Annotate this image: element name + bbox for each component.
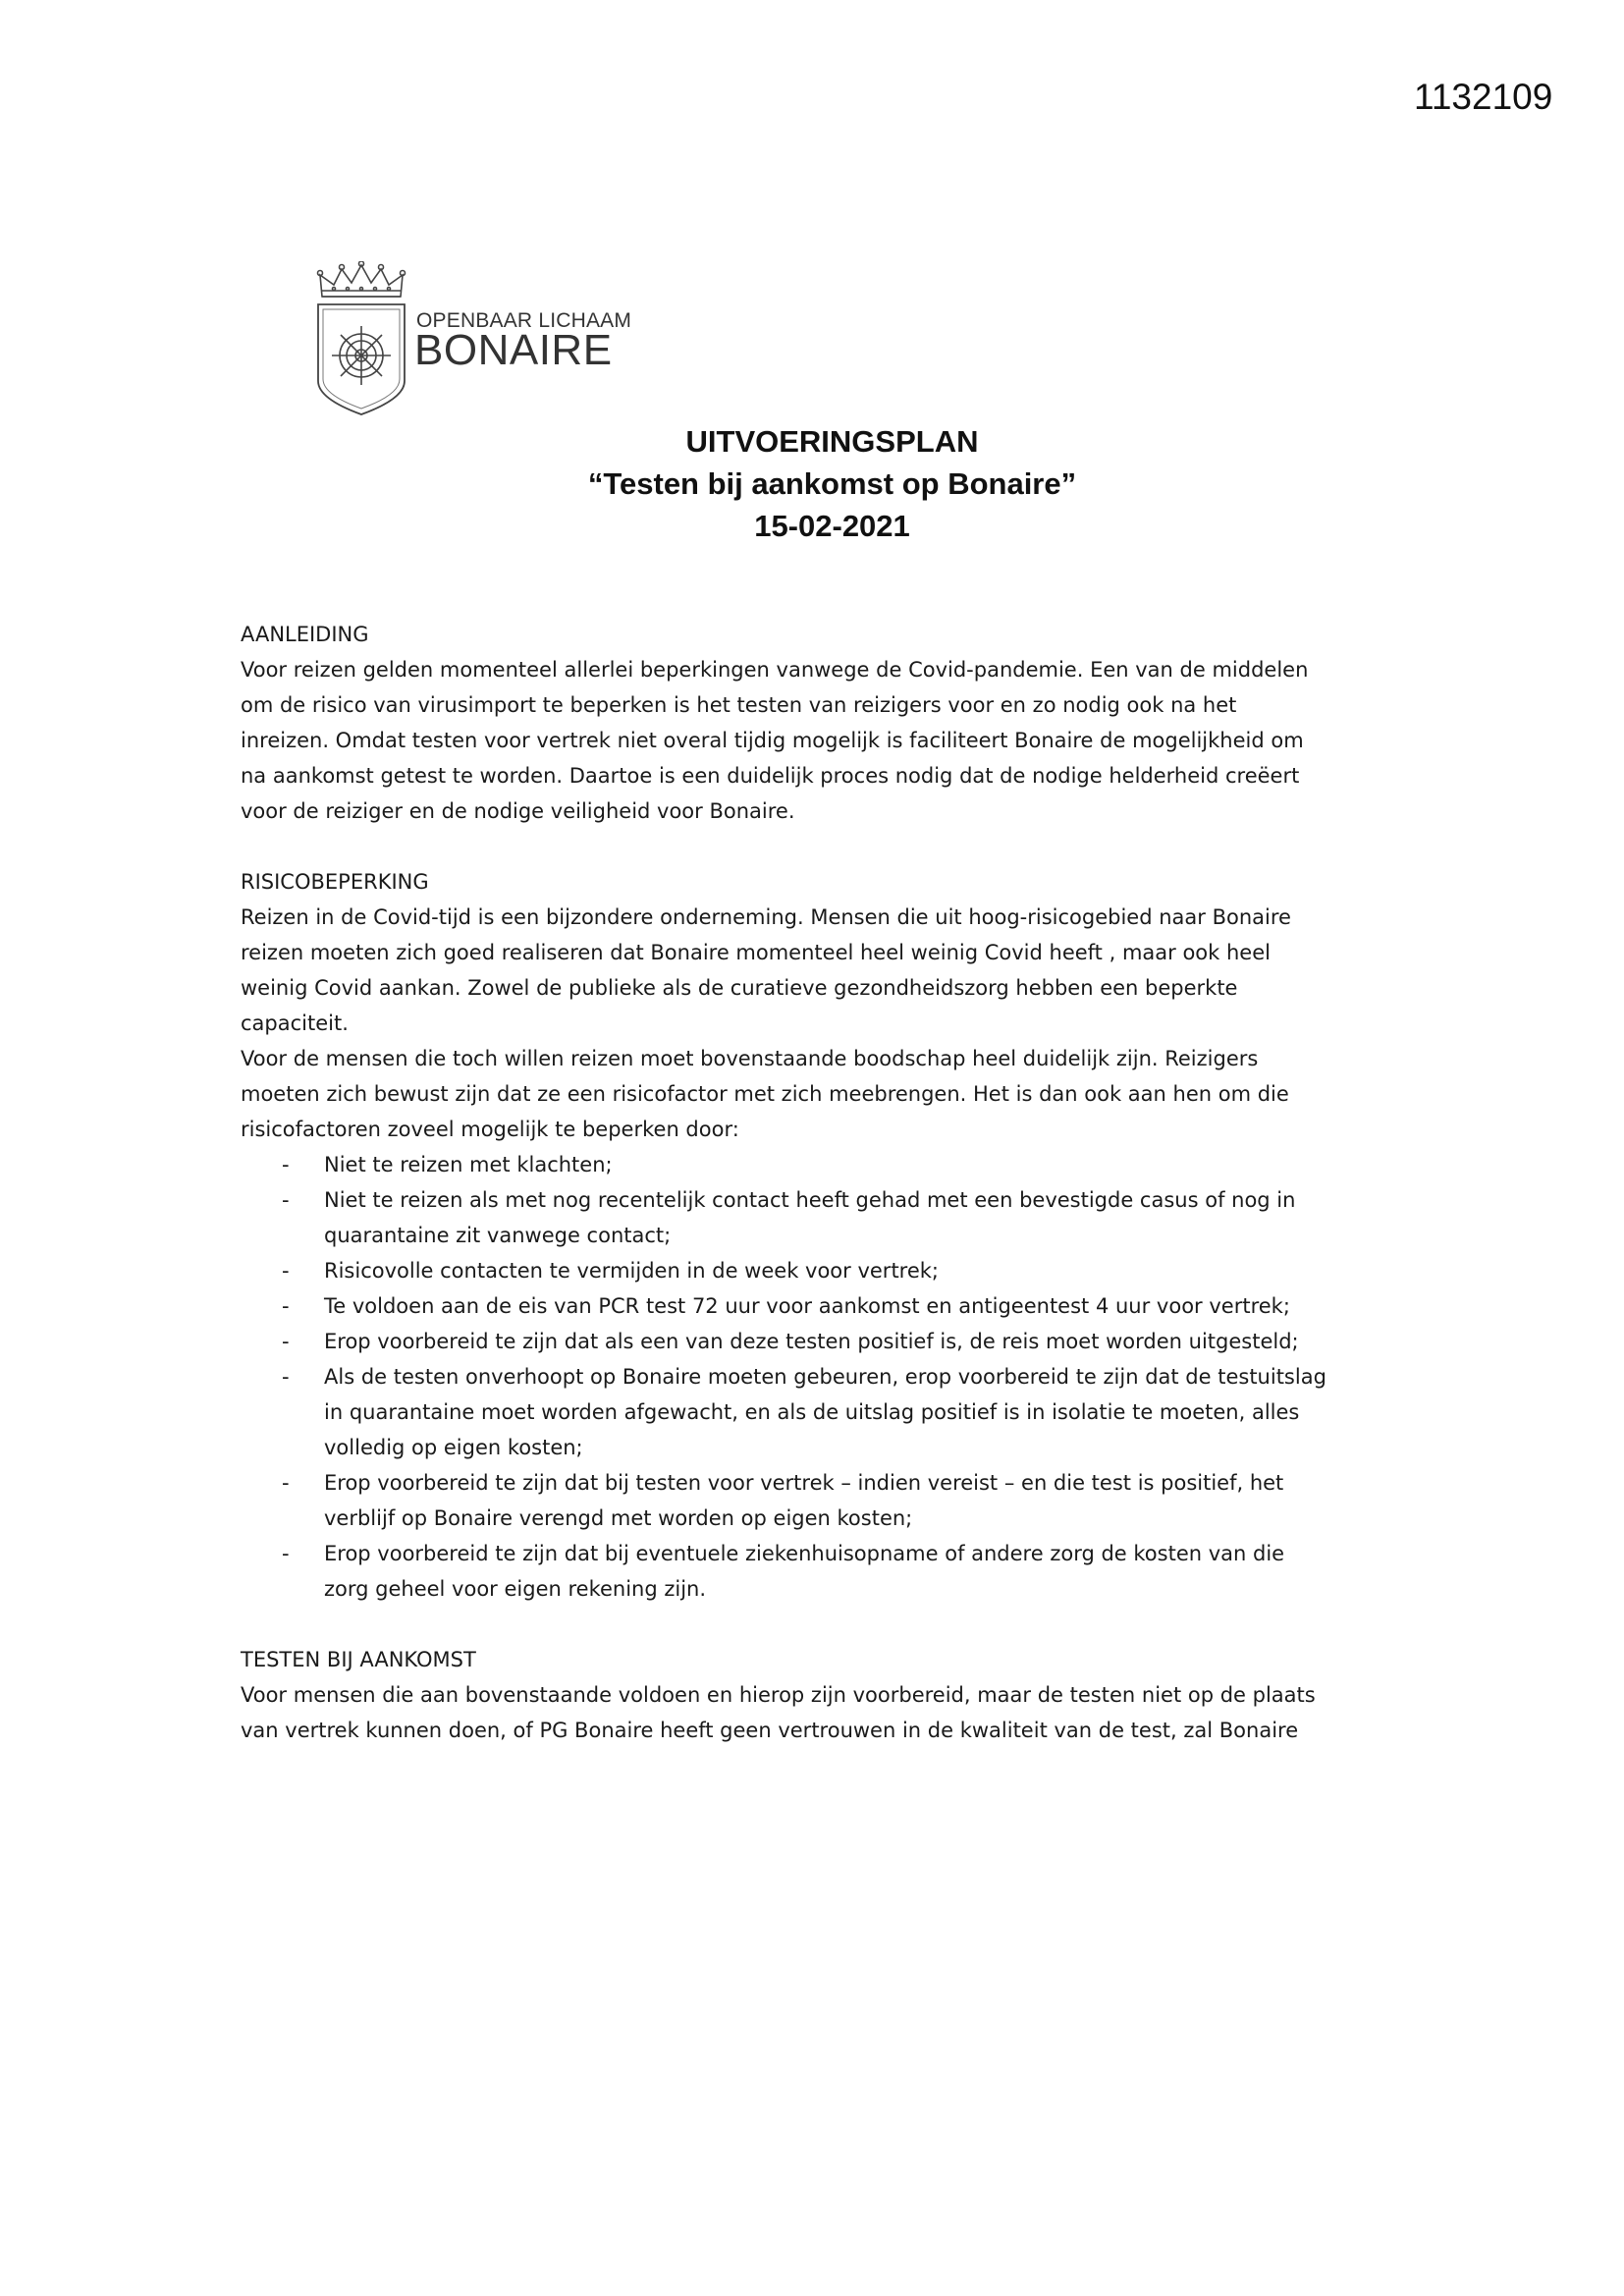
paragraph: Reizen in de Covid-tijd is een bijzondere onderneming. Mensen die uit hoog-risicogebied naar Bonaire reizen moeten zich goed realiseren dat Bonaire momenteel heel weinig Covid heeft , maar ook heel weinig Covid aankan. Zowel de publieke als de curatieve gezondheidszorg hebben een beperkte capaciteit. [241,905,1291,1035]
document-body [241,617,1330,1783]
list-item [241,1324,1330,1359]
list-item [241,1359,1330,1465]
logo-name: BONAIRE [414,326,613,374]
paragraph: Voor reizen gelden momenteel allerlei beperkingen vanwege de Covid-pandemie. Een van de middelen om de risico van virusimport te beperken is het testen van reizigers voor en zo nodig ook na het inreizen. Omdat testen voor vertrek niet overal tijdig mogelijk is faciliteert Bonaire de mogelijkheid om na aankomst getest te worden. Daartoe is een duidelijk proces nodig dat de nodige helderheid creëert voor de reiziger en de nodige veiligheid voor Bonaire. [241,658,1309,823]
section-heading: AANLEIDING [241,623,369,646]
risk-list [241,1147,1330,1607]
list-item [241,1182,1330,1253]
list-item-text: Risicovolle contacten te vermijden in de week voor vertrek; [324,1259,940,1283]
crest-icon [312,261,410,418]
paragraph: Voor de mensen die toch willen reizen moet bovenstaande boodschap heel duidelijk zijn. Reizigers moeten zich bewust zijn dat ze een risicofactor met zich meebrengen. Het is dan ook aan hen om die risicofactoren zoveel mogelijk te beperken door: [241,1047,1289,1141]
list-item [241,1147,1330,1182]
dash-marker: - [282,1153,290,1176]
section-heading: TESTEN BIJ AANKOMST [241,1648,476,1671]
list-item-text: Niet te reizen als met nog recentelijk contact heeft gehad met een bevestigde casus of nog in quarantaine zit vanwege contact; [324,1188,1296,1247]
title-line-2: “Testen bij aankomst op Bonaire” [587,466,1077,501]
list-item [241,1253,1330,1288]
title-date: 15-02-2021 [754,509,910,543]
document-title [344,420,1321,547]
list-item [241,1536,1330,1607]
dash-marker: - [282,1294,290,1318]
list-item-text: Erop voorbereid te zijn dat bij eventuele ziekenhuisopname of andere zorg de kosten van die zorg geheel voor eigen rekening zijn. [324,1542,1285,1601]
list-item-text: Erop voorbereid te zijn dat als een van deze testen positief is, de reis moet worden uitgesteld; [324,1330,1299,1353]
list-item-text: Als de testen onverhoopt op Bonaire moeten gebeuren, erop voorbereid te zijn dat de testuitslag in quarantaine moet worden afgewacht, en als de uitslag positief is in isolatie te moeten, alles volledig op eigen kosten; [324,1365,1326,1459]
title-line-1: UITVOERINGSPLAN [685,424,979,459]
logo-subtitle: OPENBAAR LICHAAM [416,309,632,332]
list-item-text: Niet te reizen met klachten; [324,1153,613,1176]
dash-marker: - [282,1365,290,1389]
list-item-text: Erop voorbereid te zijn dat bij testen voor vertrek – indien vereist – en die test is positief, het verblijf op Bonaire verengd met worden op eigen kosten; [324,1471,1284,1530]
dash-marker: - [282,1259,290,1283]
bonaire-logo [312,261,636,418]
dash-marker: - [282,1188,290,1212]
dash-marker: - [282,1542,290,1565]
list-item-text: Te voldoen aan de eis van PCR test 72 uur voor aankomst en antigeentest 4 uur voor vertrek; [324,1294,1290,1318]
list-item [241,1465,1330,1536]
paragraph: Voor mensen die aan bovenstaande voldoen en hierop zijn voorbereid, maar de testen niet op de plaats van vertrek kunnen doen, of PG Bonaire heeft geen vertrouwen in de kwaliteit van de test, zal Bonaire [241,1683,1316,1742]
section-heading: RISICOBEPERKING [241,870,429,894]
section-testen-bij-aankomst [241,1642,1330,1748]
section-aanleiding [241,617,1330,829]
dash-marker: - [282,1330,290,1353]
dash-marker: - [282,1471,290,1495]
list-item [241,1288,1330,1324]
section-risicobeperking [241,864,1330,1607]
document-number: 1132109 [1414,77,1553,117]
